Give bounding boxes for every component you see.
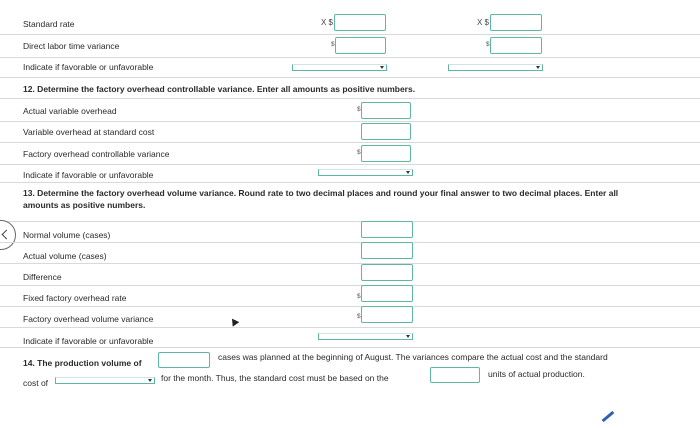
direct-labor-variance-label: Direct labor time variance [23,41,120,51]
q13-heading-line2: amounts as positive numbers. [23,200,146,210]
fixed-overhead-rate-input[interactable] [361,285,413,302]
mouse-cursor-icon [229,316,240,326]
dollar-symbol: $ [357,149,361,156]
normal-volume-label: Normal volume (cases) [23,230,111,240]
scroll-indicator [602,411,615,422]
divider [0,306,700,307]
divider [0,98,700,99]
times-dollar-symbol-2: X $ [477,18,490,27]
favorable-dropdown-1[interactable] [292,64,387,71]
controllable-variance-input[interactable] [361,145,411,162]
actual-volume-input[interactable] [361,242,413,259]
direct-labor-variance-input-2[interactable] [490,37,542,54]
production-volume-input[interactable] [158,352,210,368]
q14-part1: 14. The production volume of [23,358,142,368]
divider [0,182,700,183]
favorable-dropdown-2[interactable] [448,64,543,71]
indicate-label-1: Indicate if favorable or unfavorable [23,62,154,72]
q14-part3: cost of [23,378,49,388]
fixed-overhead-rate-label: Fixed factory overhead rate [23,293,127,303]
actual-variable-overhead-input[interactable] [361,102,411,119]
standard-rate-input-2[interactable] [490,14,542,31]
divider [0,121,700,122]
cost-of-dropdown[interactable] [55,377,155,384]
divider [0,57,700,58]
q14-part4: for the month. Thus, the standard cost must be based on the [161,373,389,383]
chevron-down-icon [406,335,410,338]
actual-variable-overhead-label: Actual variable overhead [23,106,117,116]
standard-rate-input-1[interactable] [334,14,386,31]
q14-part5: units of actual production. [488,369,585,379]
favorable-dropdown-3[interactable] [318,169,413,176]
q13-heading-line1: 13. Determine the factory overhead volume variance. Round rate to two decimal places and round your final answer to two decimal places. Enter all [23,188,619,198]
chevron-down-icon [148,379,152,382]
indicate-label-2: Indicate if favorable or unfavorable [23,170,154,180]
q13-heading [23,187,618,211]
times-dollar-symbol-1: X $ [321,18,334,27]
favorable-dropdown-4[interactable] [318,333,413,340]
standard-rate-label: Standard rate [23,19,75,29]
dollar-symbol: $ [331,41,335,48]
difference-label: Difference [23,272,62,282]
divider [0,263,700,264]
direct-labor-variance-input-1[interactable] [335,37,386,54]
dollar-symbol: $ [357,313,361,320]
variable-overhead-standard-input[interactable] [361,123,411,140]
actual-volume-label: Actual volume (cases) [23,251,107,261]
chevron-left-icon [2,230,12,240]
chevron-down-icon [536,66,540,69]
collapse-toggle[interactable] [0,220,16,250]
divider [0,327,700,328]
chevron-down-icon [406,171,410,174]
indicate-label-3: Indicate if favorable or unfavorable [23,336,154,346]
divider [0,34,700,35]
divider [0,164,700,165]
volume-variance-label: Factory overhead volume variance [23,314,154,324]
divider [0,221,700,222]
variable-overhead-standard-label: Variable overhead at standard cost [23,127,155,137]
chevron-down-icon [380,66,384,69]
dollar-symbol: $ [357,293,361,300]
divider [0,142,700,143]
standard-cost-basis-input[interactable] [430,367,480,383]
volume-variance-input[interactable] [361,306,413,323]
controllable-variance-label: Factory overhead controllable variance [23,149,170,159]
difference-input[interactable] [361,264,413,281]
q14-part2: cases was planned at the beginning of August. The variances compare the actual cost and the standard [218,352,608,362]
dollar-symbol: $ [486,41,490,48]
normal-volume-input[interactable] [361,221,413,238]
divider [0,242,700,243]
divider [0,77,700,78]
divider [0,347,700,348]
dollar-symbol: $ [357,106,361,113]
q12-heading: 12. Determine the factory overhead controllable variance. Enter all amounts as positive numbers. [23,84,416,94]
divider [0,285,700,286]
